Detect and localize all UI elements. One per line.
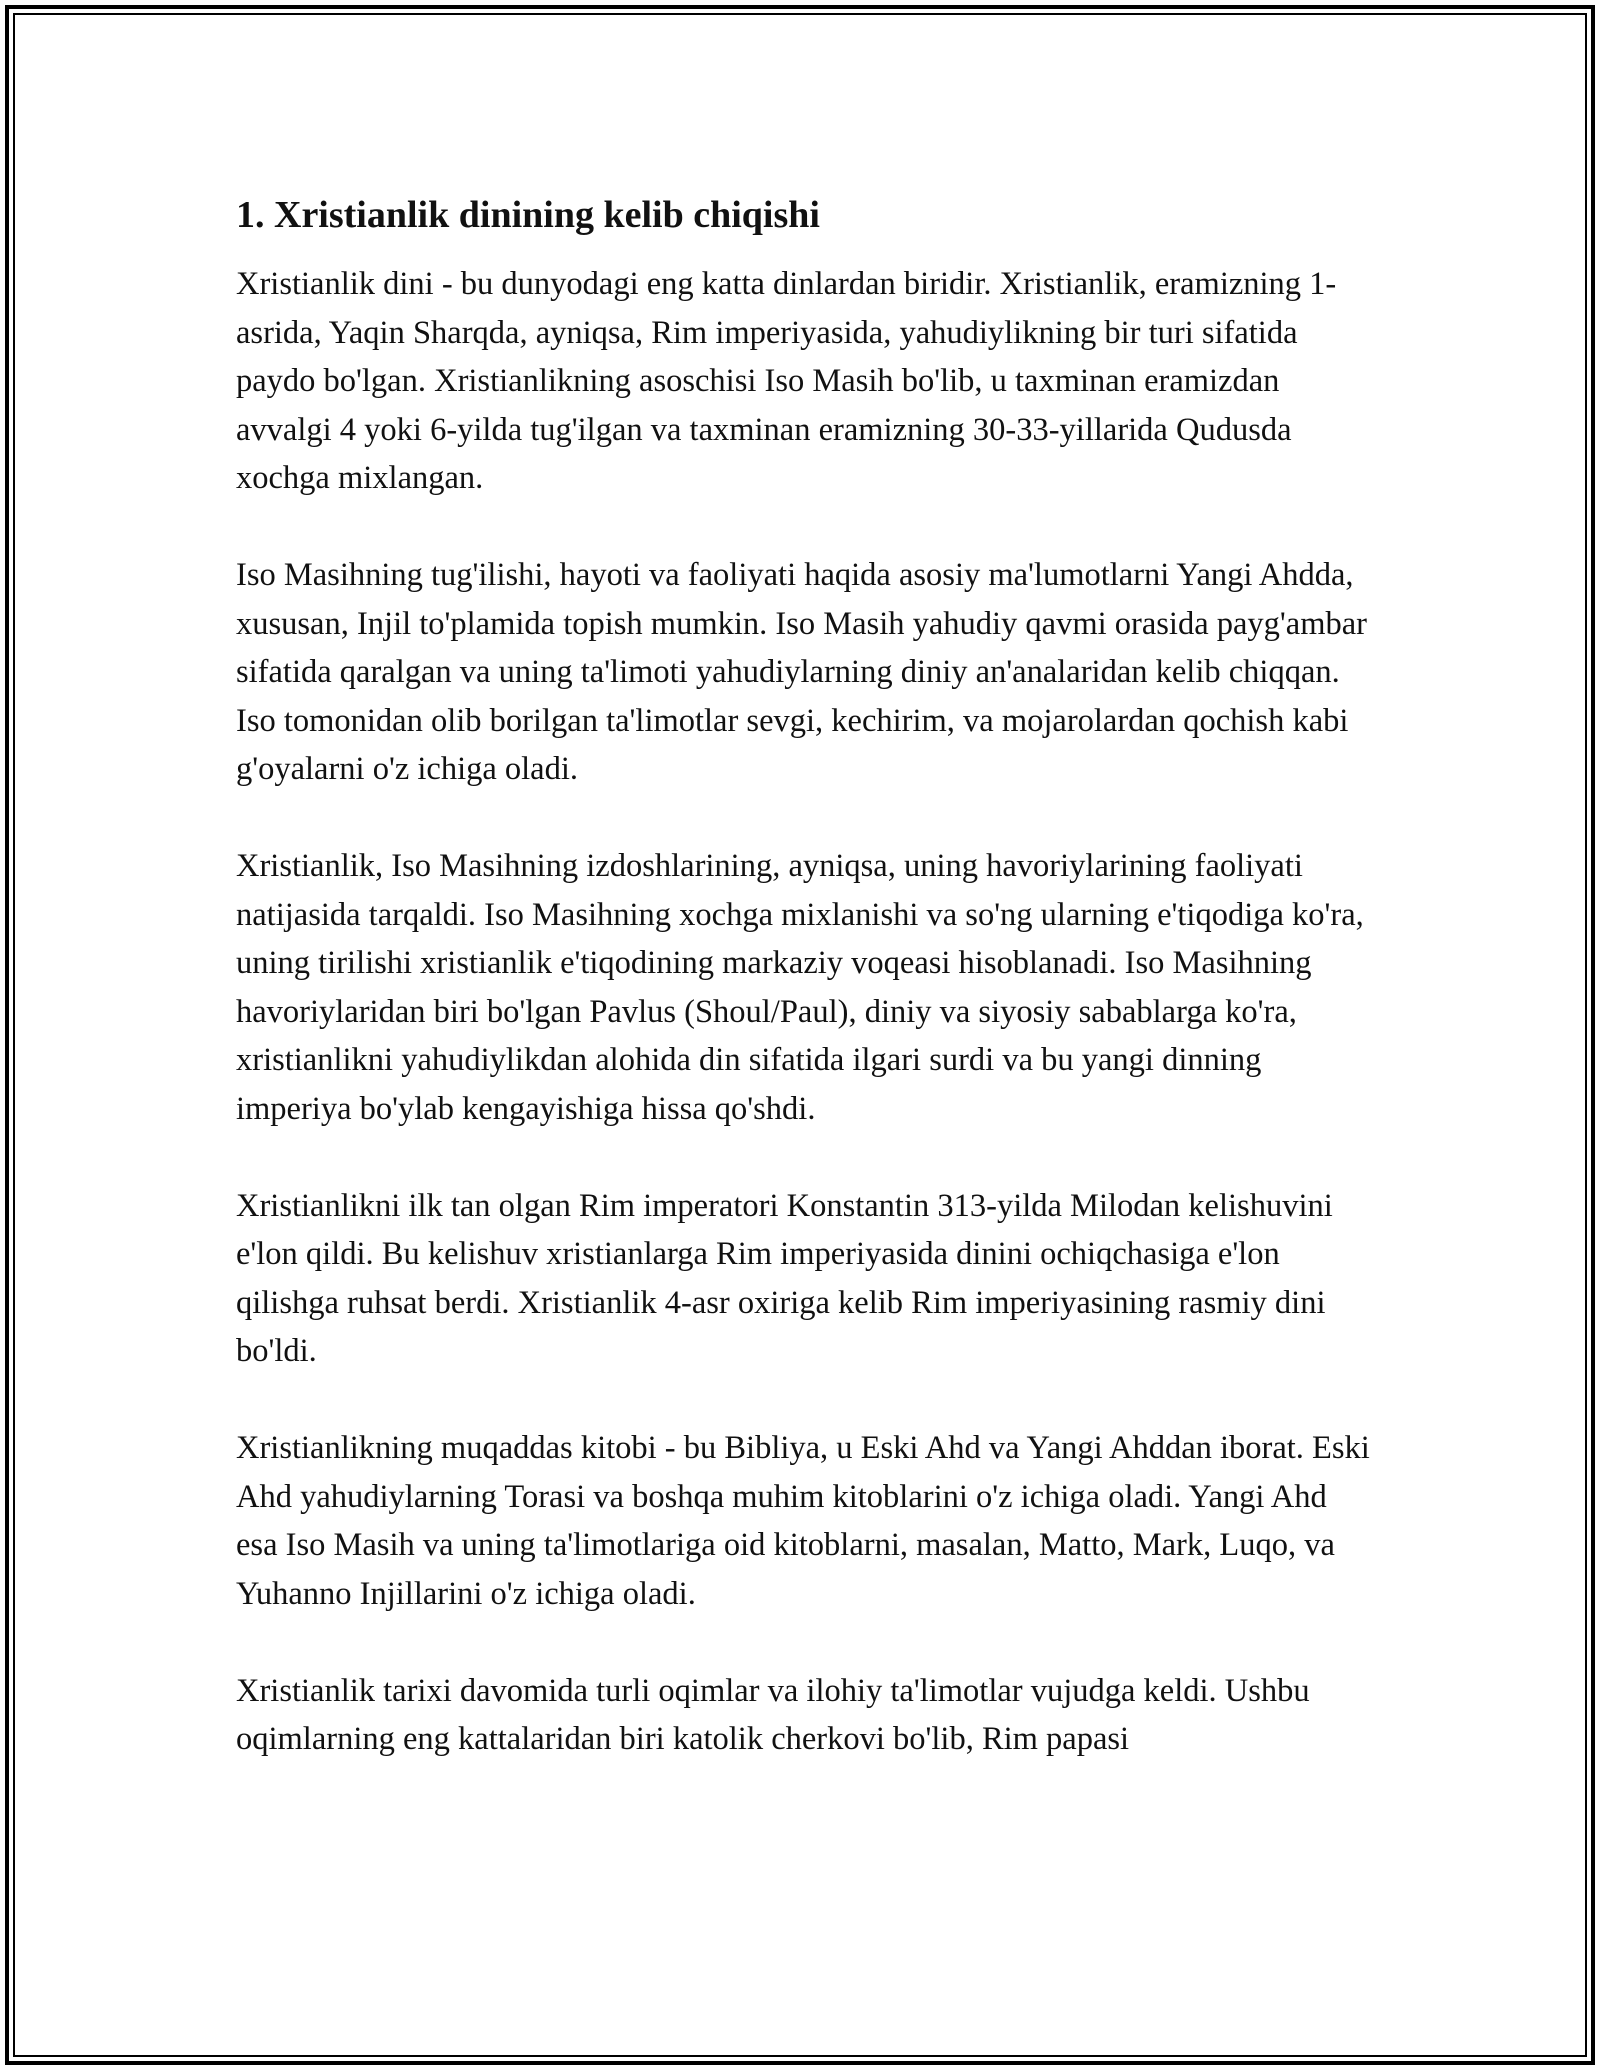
document-title: 1. Xristianlik dinining kelib chiqishi — [236, 194, 820, 236]
paragraph-5: Xristianlikning muqaddas kitobi - bu Bibliya, u Eski Ahd va Yangi Ahddan iborat. Eski Ahd yahudiylarning Torasi va boshqa muhim kitoblarini o'z ichiga oladi. Yangi Ahd esa Iso Masih va uning ta'limotlariga oid kitoblarni, masalan, Matto, Mark, Luqo, va Yuhanno Injillarini o'z ichiga oladi. — [236, 1430, 1370, 1612]
paragraph-1: Xristianlik dini - bu dunyodagi eng katta dinlardan biridir. Xristianlik, eramizning 1-asrida, Yaqin Sharqda, ayniqsa, Rim imperiyasida, yahudiylikning bir turi sifatida paydo bo'lgan. Xristianlikning asoschisi Iso Masih bo'lib, u taxminan eramizdan avvalgi 4 yoki 6-yilda tug'ilgan va taxminan eramizning 30-33-yillarida Qudusda xochga mixlangan. — [236, 266, 1337, 496]
document-body — [236, 188, 1376, 1812]
paragraph-3: Xristianlik, Iso Masihning izdoshlarining, ayniqsa, uning havoriylarining faoliyati natijasida tarqaldi. Iso Masihning xochga mixlanishi va so'ng ularning e'tiqodiga ko'ra, uning tirilishi xristianlik e'tiqodining markaziy voqeasi hisoblanadi. Iso Masihning havoriylaridan biri bo'lgan Pavlus (Shoul/Paul), diniy va siyosiy sabablarga ko'ra, xristianlikni yahudiylikdan alohida din sifatida ilgari surdi va bu yangi dinning imperiya bo'ylab kengayishiga hissa qo'shdi. — [236, 848, 1364, 1127]
paragraph-6: Xristianlik tarixi davomida turli oqimlar va ilohiy ta'limotlar vujudga keldi. Ushbu oqimlarning eng kattalaridan biri katolik cherkovi bo'lib, Rim papasi — [236, 1672, 1310, 1757]
paragraph-4: Xristianlikni ilk tan olgan Rim imperatori Konstantin 313-yilda Milodan kelishuvini e'lon qildi. Bu kelishuv xristianlarga Rim imperiyasida dinini ochiqchasiga e'lon qilishga ruhsat berdi. Xristianlik 4-asr oxiriga kelib Rim imperiyasining rasmiy dini bo'ldi. — [236, 1187, 1333, 1369]
paragraph-2: Iso Masihning tug'ilishi, hayoti va faoliyati haqida asosiy ma'lumotlarni Yangi Ahdda, xususan, Injil to'plamida topish mumkin. Iso Masih yahudiy qavmi orasida payg'ambar sifatida qaralgan va uning ta'limoti yahudiylarning diniy an'analaridan kelib chiqqan. Iso tomonidan olib borilgan ta'limotlar sevgi, kechirim, va mojarolardan qochish kabi g'oyalarni o'z ichiga oladi. — [236, 557, 1367, 787]
